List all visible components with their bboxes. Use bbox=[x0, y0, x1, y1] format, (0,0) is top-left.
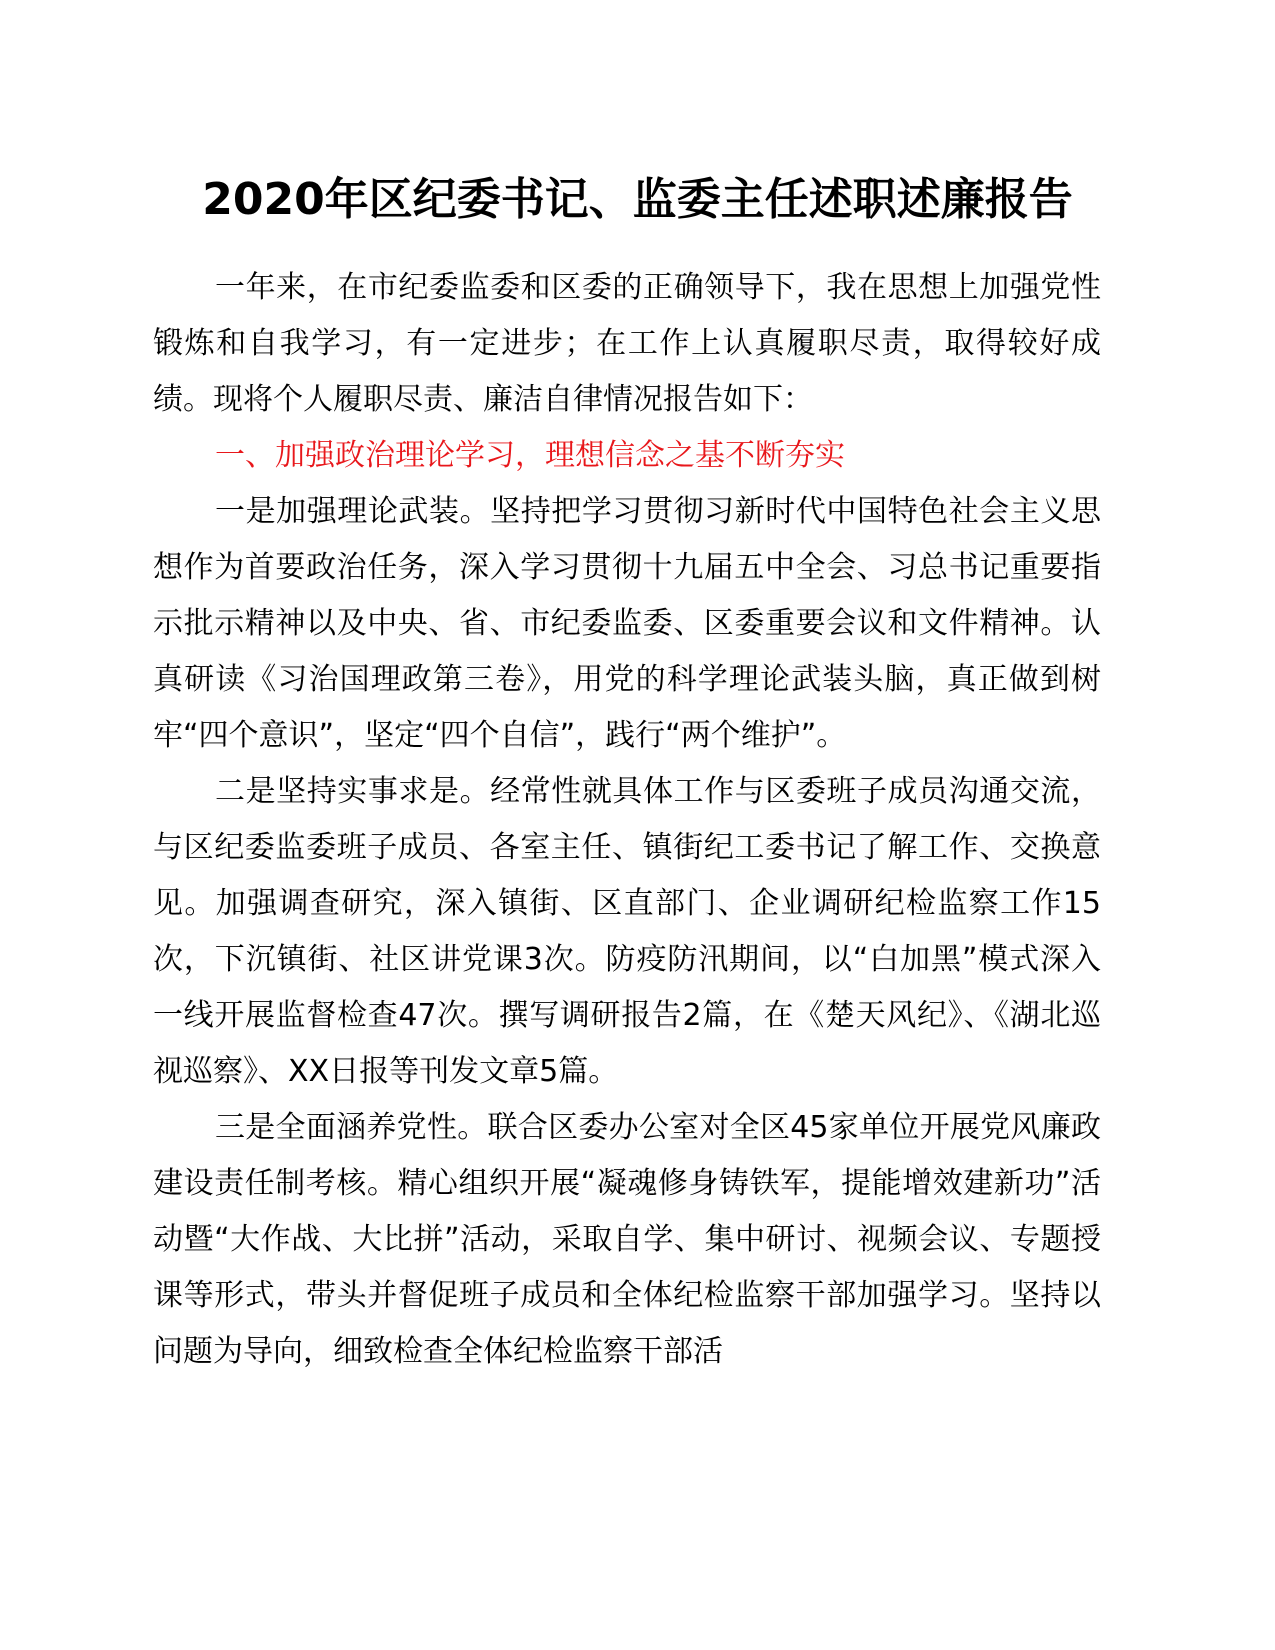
body-paragraph: 三是全面涵养党性。联合区委办公室对全区45家单位开展党风廉政建设责任制考核。精心组织开展“凝魂修身铸铁军，提能增效建新功”活动暨“大作战、大比拼”活动，采取自学、集中研讨、视频会议、专题授课等形式，带头并督促班子成员和全体纪检监察干部加强学习。坚持以问题为导向，细致检查全体纪检监察干部活 bbox=[153, 1110, 1101, 1369]
intro-paragraph: 一年来，在市纪委监委和区委的正确领导下，我在思想上加强党性锻炼和自我学习，有一定进步；在工作上认真履职尽责，取得较好成绩。现将个人履职尽责、廉洁自律情况报告如下： bbox=[153, 270, 1101, 417]
document-title: 2020年区纪委书记、监委主任述职述廉报告 bbox=[202, 174, 1073, 225]
body-paragraph: 二是坚持实事求是。经常性就具体工作与区委班子成员沟通交流，与区纪委监委班子成员、各室主任、镇街纪工委书记了解工作、交换意见。加强调查研究，深入镇街、区直部门、企业调研纪检监察工作15次，下沉镇街、社区讲党课3次。防疫防汛期间，以“白加黑”模式深入一线开展监督检查47次。撰写调研报告2篇，在《楚天风纪》、《湖北巡视巡察》、XX日报等刊发文章5篇。 bbox=[153, 774, 1101, 1089]
document-body bbox=[153, 260, 1101, 1380]
section-heading: 一、加强政治理论学习，理想信念之基不断夯实 bbox=[215, 438, 845, 473]
body-paragraph: 一是加强理论武装。坚持把学习贯彻习新时代中国特色社会主义思想作为首要政治任务，深入学习贯彻十九届五中全会、习总书记重要指示批示精神以及中央、省、市纪委监委、区委重要会议和文件精神。认真研读《习治国理政第三卷》，用党的科学理论武装头脑，真正做到树牢“四个意识”，坚定“四个自信”，践行“两个维护”。 bbox=[153, 494, 1101, 753]
